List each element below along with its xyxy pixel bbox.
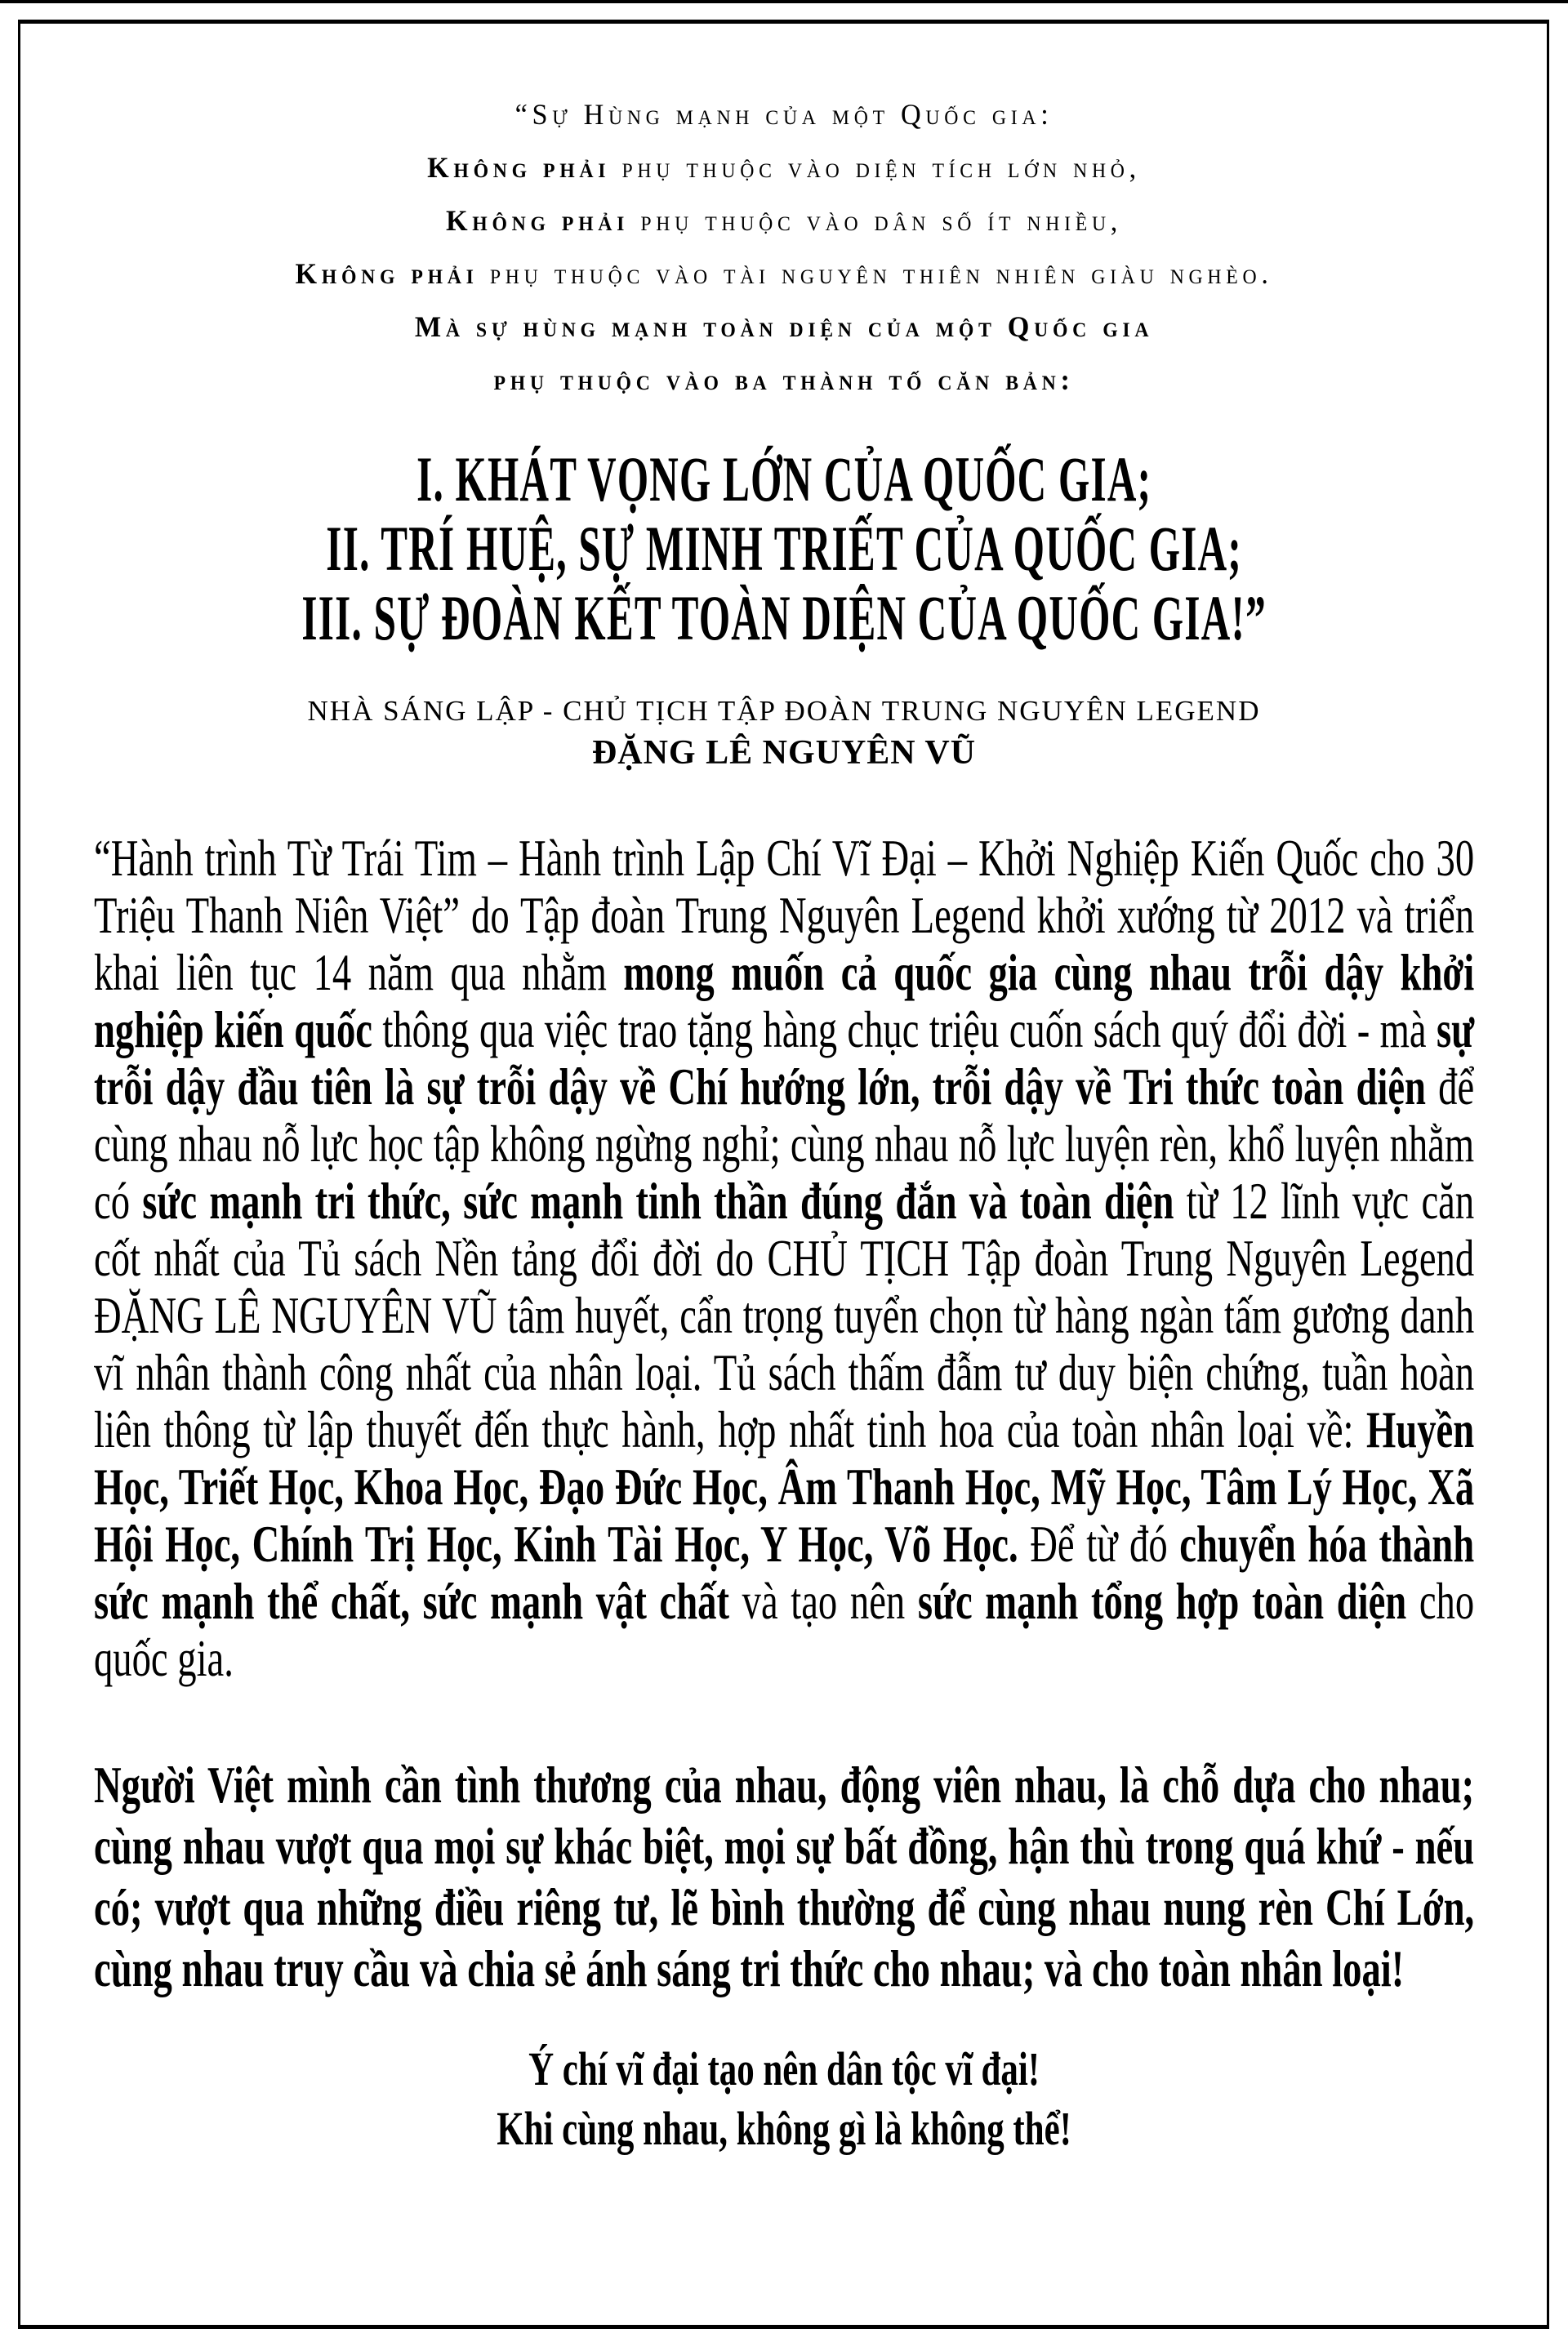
- quote-line-5: Mà sự hùng mạnh toàn diện của một Quốc gia: [414, 310, 1154, 343]
- quote-line-2: Không phải phụ thuộc vào diện tích lớn nhỏ,: [427, 151, 1141, 184]
- pillar-line-2: II. TRÍ HUỆ, SỰ MINH TRIẾT CỦA QUỐC GIA;: [326, 513, 1242, 584]
- closing-lines: [94, 2039, 1474, 2158]
- quote-line-4: Không phải phụ thuộc vào tài nguyên thiên nhiên giàu nghèo.: [295, 257, 1273, 290]
- opening-quote-block: [94, 88, 1474, 407]
- quote-line-1: “Sự Hùng mạnh của một Quốc gia:: [514, 98, 1054, 131]
- paragraph-unity: Người Việt mình cần tình thương của nhau, động viên nhau, là chỗ dựa cho nhau; cùng nhau vượt qua mọi sự khác biệt, mọi sự bất đồng, hận thù trong quá khứ - nếu có; vượt qua những điều riêng tư, lẽ bình thường để cùng nhau nung rèn Chí Lớn, cùng nhau truy cầu và chia sẻ ánh sáng tri thức cho nhau; và cho toàn nhân loại!: [94, 1757, 1475, 1997]
- page-content: [94, 0, 1474, 2158]
- founder-name: ĐẶNG LÊ NGUYÊN VŨ: [591, 734, 977, 772]
- founder-title: NHÀ SÁNG LẬP - CHỦ TỊCH TẬP ĐOÀN TRUNG NGUYÊN LEGEND: [307, 695, 1261, 727]
- closing-line-1: Ý chí vĩ đại tạo nên dân tộc vĩ đại!: [528, 2042, 1040, 2095]
- pillar-line-3: III. SỰ ĐOÀN KẾT TOÀN DIỆN CỦA QUỐC GIA!”: [301, 582, 1267, 653]
- attribution-block: [94, 695, 1474, 773]
- paragraph-journey: “Hành trình Từ Trái Tim – Hành trình Lập Chí Vĩ Đại – Khởi Nghiệp Kiến Quốc cho 30 Triệu Thanh Niên Việt” do Tập đoàn Trung Nguyên Legend khởi xướng từ 2012 và triển khai liên tục 14 năm qua nhằm mong muốn cả quốc gia cùng nhau trỗi dậy khởi nghiệp kiến quốc thông qua việc trao tặng hàng chục triệu cuốn sách quý đổi đời - mà sự trỗi dậy đầu tiên là sự trỗi dậy về Chí hướng lớn, trỗi dậy về Tri thức toàn diện để cùng nhau nỗ lực học tập không ngừng nghỉ; cùng nhau nỗ lực luyện rèn, khổ luyện nhằm có sức mạnh tri thức, sức mạnh tinh thần đúng đắn và toàn diện từ 12 lĩnh vực căn cốt nhất của Tủ sách Nền tảng đổi đời do CHỦ TỊCH Tập đoàn Trung Nguyên Legend ĐẶNG LÊ NGUYÊN VŨ tâm huyết, cẩn trọng tuyển chọn từ hàng ngàn tấm gương danh vĩ nhân thành công nhất của nhân loại. Tủ sách thấm đẫm tư duy biện chứng, tuần hoàn liên thông từ lập thuyết đến thực hành, hợp nhất tinh hoa của toàn nhân loại về: Huyền Học, Triết Học, Khoa Học, Đạo Đức Học, Âm Thanh Học, Mỹ Học, Tâm Lý Học, Xã Hội Học, Chính Trị Học, Kinh Tài Học, Y Học, Võ Học. Để từ đó chuyển hóa thành sức mạnh thể chất, sức mạnh vật chất và tạo nên sức mạnh tổng hợp toàn diện cho quốc gia.: [94, 830, 1475, 1687]
- body-text-block: [94, 830, 1474, 2158]
- quote-line-3: Không phải phụ thuộc vào dân số ít nhiều,: [445, 204, 1123, 237]
- closing-line-2: Khi cùng nhau, không gì là không thể!: [497, 2102, 1071, 2155]
- three-pillars-block: [94, 444, 1474, 652]
- quote-line-6: phụ thuộc vào ba thành tố căn bản:: [493, 363, 1075, 396]
- pillar-line-1: I. KHÁT VỌNG LỚN CỦA QUỐC GIA;: [416, 443, 1152, 514]
